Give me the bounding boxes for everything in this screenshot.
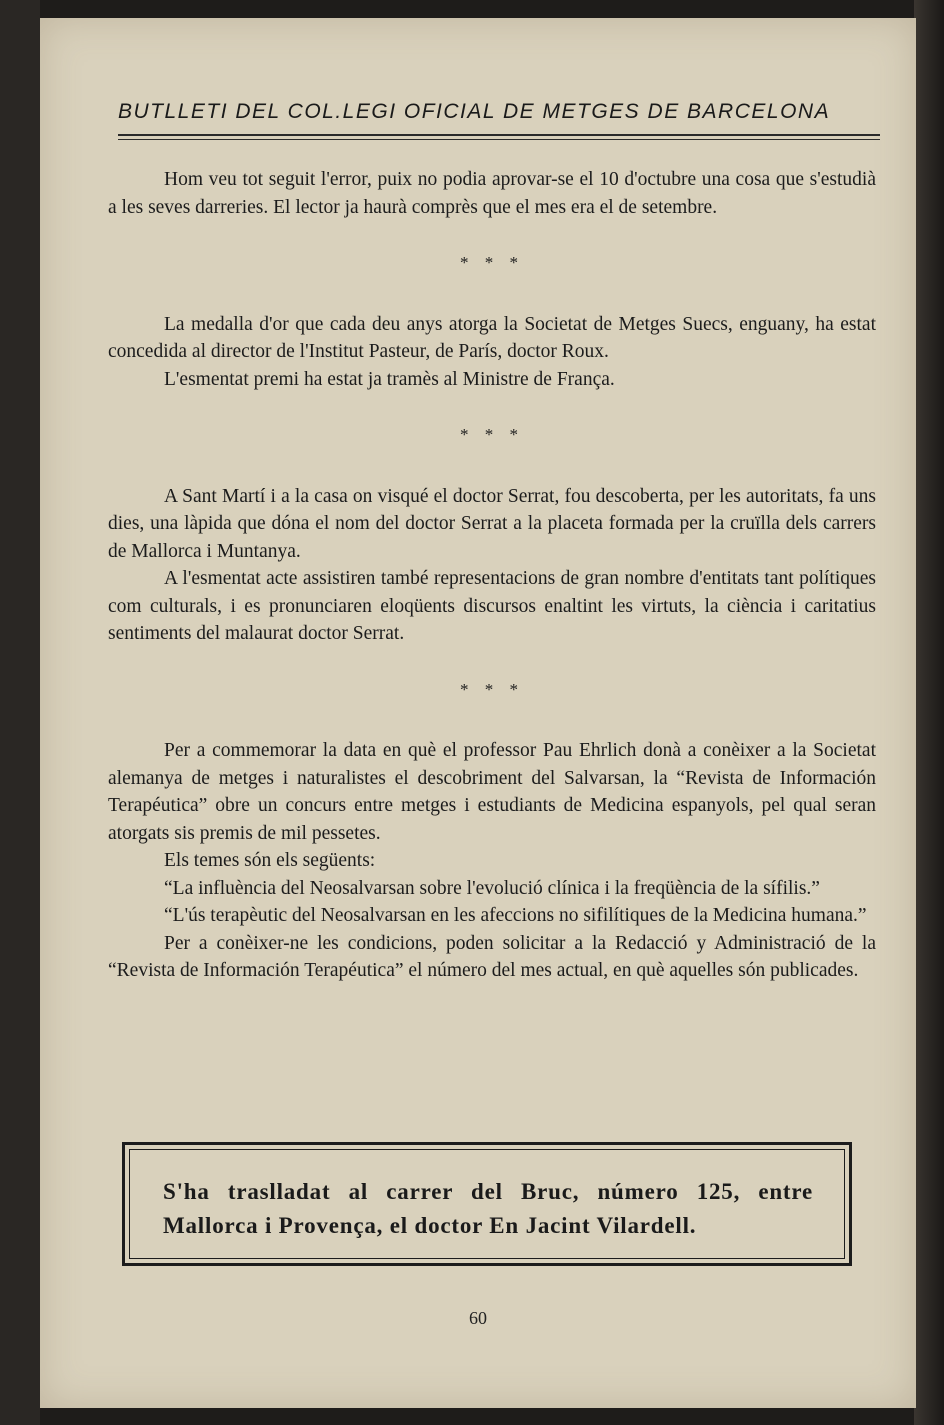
paragraph: Els temes són els següents: <box>164 850 376 871</box>
section-separator: * * * <box>460 679 524 699</box>
paragraph: A Sant Martí i a la casa on visqué el doctor Serrat, fou descoberta, per les autoritats, fa uns dies, una làpida que dóna el nom del doctor Serrat a la placeta formada per la cruïlla dels carrers de Mallorca i Muntanya. <box>108 485 876 562</box>
notice-box <box>122 1142 852 1266</box>
header-rule-thin <box>118 139 880 140</box>
page-number: 60 <box>469 1308 487 1328</box>
page-edge <box>914 0 944 1425</box>
paragraph: “L'ús terapèutic del Neosalvarsan en les afeccions no sifilítiques de la Medicina humana.” <box>164 905 867 926</box>
section-separator: * * * <box>460 425 524 444</box>
paragraph: La medalla d'or que cada deu anys atorga la Societat de Metges Suecs, enguany, ha estat concedida al director de l'Institut Pasteur, de París, doctor Roux. <box>108 313 876 362</box>
running-header: BUTLLETI DEL COL.LEGI OFICIAL DE METGES DE BARCELONA <box>118 100 831 123</box>
header-rule <box>118 134 880 136</box>
paragraph: Hom veu tot seguit l'error, puix no podia aprovar-se el 10 d'octubre una cosa que s'estudià a les seves darreries. El lector ja haurà comprès que el mes era el de setembre. <box>108 169 876 218</box>
paragraph: “La influència del Neosalvarsan sobre l'evolució clínica i la freqüència de la sífilis.” <box>164 877 820 899</box>
section-separator: * * * <box>460 253 524 272</box>
paragraph: Per a conèixer-ne les condicions, poden solicitar a la Redacció y Administració de la “Revista de Información Terapéutica” el número del mes actual, en què aquelles són publicades. <box>108 932 876 981</box>
article-body <box>108 166 876 985</box>
paragraph: A l'esmentat acte assistiren també representacions de gran nombre d'entitats tant polítiques com culturals, i es pronunciaren eloqüents discursos enaltint les virtuts, la ciència i caritatius sentiments del malaurat doctor Serrat. <box>108 568 876 644</box>
paragraph: Per a commemorar la data en què el professor Pau Ehrlich donà a conèixer a la Societat alemanya de metges i naturalistes el descobriment del Salvarsan, la “Revista de Información Terapéutica” obre un concurs entre metges i estudiants de Medicina espanyols, pel qual seran atorgats sis premis de mil pessetes. <box>108 740 876 844</box>
paragraph: L'esmentat premi ha estat ja tramès al Ministre de França. <box>164 368 615 390</box>
document-page <box>40 18 916 1408</box>
binding-spine <box>0 0 40 1425</box>
notice-text: S'ha traslladat al carrer del Bruc, número 125, entre Mallorca i Provença, el doctor En Jacint Vilardell. <box>163 1179 813 1238</box>
